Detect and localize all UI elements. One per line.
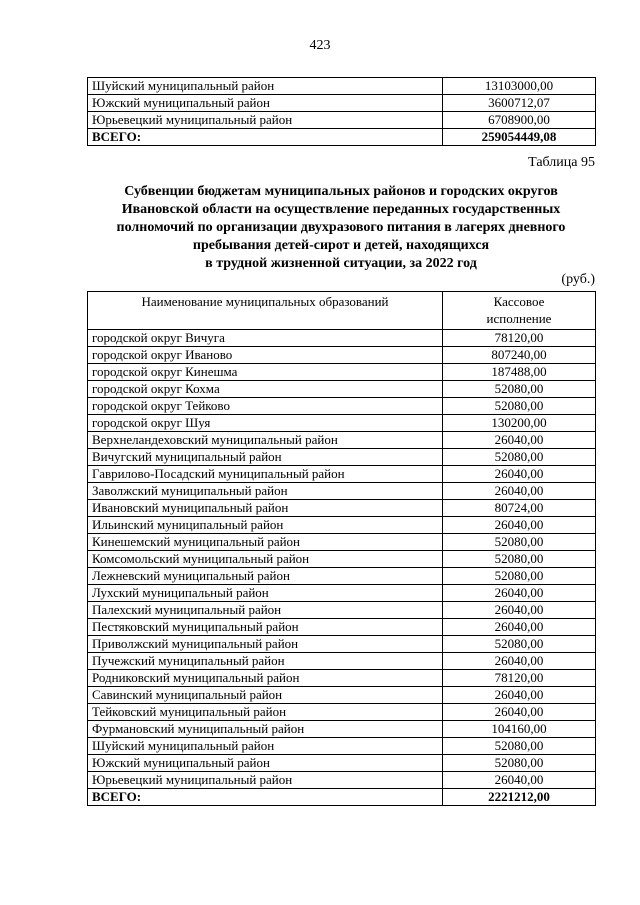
amount-value: 26040,00	[443, 602, 596, 619]
municipality-name: городской округ Вичуга	[88, 330, 443, 347]
table-row	[88, 500, 596, 517]
amount-value: 13103000,00	[443, 78, 596, 95]
amount-value: 80724,00	[443, 500, 596, 517]
title-line: в трудной жизненной ситуации, за 2022 год	[205, 256, 477, 271]
column-header-value-line: Кассовое	[493, 294, 545, 309]
amount-value: 52080,00	[443, 534, 596, 551]
title-line: полномочий по организации двухразового питания в лагерях дневного	[116, 220, 566, 235]
municipality-name: Тейковский муниципальный район	[88, 704, 443, 721]
municipality-name: городской округ Кохма	[88, 381, 443, 398]
amount-value: 26040,00	[443, 704, 596, 721]
table-row	[88, 636, 596, 653]
table-row	[88, 330, 596, 347]
municipality-name: Кинешемский муниципальный район	[88, 534, 443, 551]
amount-value: 52080,00	[443, 636, 596, 653]
table-caption: Таблица 95	[528, 155, 595, 170]
municipality-name: Фурмановский муниципальный район	[88, 721, 443, 738]
municipality-name: Южский муниципальный район	[88, 755, 443, 772]
table-row	[88, 347, 596, 364]
municipality-name: Ивановский муниципальный район	[88, 500, 443, 517]
table-row	[88, 466, 596, 483]
title-line: Субвенции бюджетам муниципальных районов и городских округов	[124, 184, 558, 199]
amount-value: 6708900,00	[443, 112, 596, 129]
municipality-name: Палехский муниципальный район	[88, 602, 443, 619]
amount-value: 52080,00	[443, 381, 596, 398]
table-title	[87, 183, 595, 273]
amount-value: 26040,00	[443, 585, 596, 602]
municipality-name: Южский муниципальный район	[88, 95, 443, 112]
table-row	[88, 721, 596, 738]
continued-table-body	[88, 78, 596, 146]
table-row	[88, 670, 596, 687]
municipality-name: Пестяковский муниципальный район	[88, 619, 443, 636]
amount-value: 78120,00	[443, 330, 596, 347]
total-value: 259054449,08	[443, 129, 596, 146]
municipality-name: Вичугский муниципальный район	[88, 449, 443, 466]
table-row	[88, 602, 596, 619]
municipality-name: Заволжский муниципальный район	[88, 483, 443, 500]
table-row	[88, 585, 596, 602]
table-row	[88, 483, 596, 500]
total-row	[88, 789, 596, 806]
amount-value: 807240,00	[443, 347, 596, 364]
table-row	[88, 432, 596, 449]
table-row	[88, 551, 596, 568]
table-row	[88, 653, 596, 670]
table-row	[88, 398, 596, 415]
amount-value: 52080,00	[443, 398, 596, 415]
table-row	[88, 704, 596, 721]
municipality-name: Лухский муниципальный район	[88, 585, 443, 602]
table-row	[88, 568, 596, 585]
municipality-name: Гаврилово-Посадский муниципальный район	[88, 466, 443, 483]
amount-value: 26040,00	[443, 517, 596, 534]
total-label: ВСЕГО:	[88, 129, 443, 146]
municipality-name: Юрьевецкий муниципальный район	[88, 772, 443, 789]
table-row	[88, 619, 596, 636]
table-row	[88, 517, 596, 534]
municipality-name: городской округ Кинешма	[88, 364, 443, 381]
total-value: 2221212,00	[443, 789, 596, 806]
municipality-name: Савинский муниципальный район	[88, 687, 443, 704]
municipality-name: Родниковский муниципальный район	[88, 670, 443, 687]
amount-value: 26040,00	[443, 619, 596, 636]
amount-value: 52080,00	[443, 568, 596, 585]
municipality-name: Юрьевецкий муниципальный район	[88, 112, 443, 129]
unit-label: (руб.)	[561, 272, 595, 287]
table-row	[88, 687, 596, 704]
column-header-value	[443, 292, 596, 330]
amount-value: 26040,00	[443, 653, 596, 670]
amount-value: 130200,00	[443, 415, 596, 432]
amount-value: 52080,00	[443, 755, 596, 772]
column-header-value-line: исполнение	[486, 311, 552, 326]
amount-value: 26040,00	[443, 687, 596, 704]
continued-table	[87, 77, 596, 146]
municipality-name: городской округ Иваново	[88, 347, 443, 364]
municipality-name: Шуйский муниципальный район	[88, 738, 443, 755]
subvention-table	[87, 291, 596, 806]
municipality-name: Приволжский муниципальный район	[88, 636, 443, 653]
column-header-name: Наименование муниципальных образований	[88, 292, 443, 330]
total-row	[88, 129, 596, 146]
amount-value: 26040,00	[443, 432, 596, 449]
total-label: ВСЕГО:	[88, 789, 443, 806]
table-row	[88, 415, 596, 432]
table-header-row	[88, 292, 596, 330]
table-row	[88, 449, 596, 466]
table-row	[88, 772, 596, 789]
amount-value: 187488,00	[443, 364, 596, 381]
table-row	[88, 95, 596, 112]
amount-value: 104160,00	[443, 721, 596, 738]
page-number: 423	[309, 38, 331, 53]
amount-value: 78120,00	[443, 670, 596, 687]
amount-value: 52080,00	[443, 551, 596, 568]
amount-value: 26040,00	[443, 483, 596, 500]
table-row	[88, 755, 596, 772]
table-row	[88, 738, 596, 755]
municipality-name: Пучежский муниципальный район	[88, 653, 443, 670]
municipality-name: Комсомольский муниципальный район	[88, 551, 443, 568]
amount-value: 26040,00	[443, 466, 596, 483]
table-row	[88, 534, 596, 551]
subvention-table-body	[88, 330, 596, 806]
amount-value: 52080,00	[443, 449, 596, 466]
municipality-name: Лежневский муниципальный район	[88, 568, 443, 585]
municipality-name: городской округ Тейково	[88, 398, 443, 415]
amount-value: 26040,00	[443, 772, 596, 789]
municipality-name: Шуйский муниципальный район	[88, 78, 443, 95]
table-row	[88, 364, 596, 381]
municipality-name: городской округ Шуя	[88, 415, 443, 432]
amount-value: 3600712,07	[443, 95, 596, 112]
municipality-name: Верхнеландеховский муниципальный район	[88, 432, 443, 449]
title-line: Ивановской области на осуществление переданных государственных	[121, 202, 561, 217]
table-row	[88, 112, 596, 129]
municipality-name: Ильинский муниципальный район	[88, 517, 443, 534]
amount-value: 52080,00	[443, 738, 596, 755]
title-line: пребывания детей-сирот и детей, находящихся	[192, 238, 490, 253]
table-row	[88, 381, 596, 398]
table-row	[88, 78, 596, 95]
